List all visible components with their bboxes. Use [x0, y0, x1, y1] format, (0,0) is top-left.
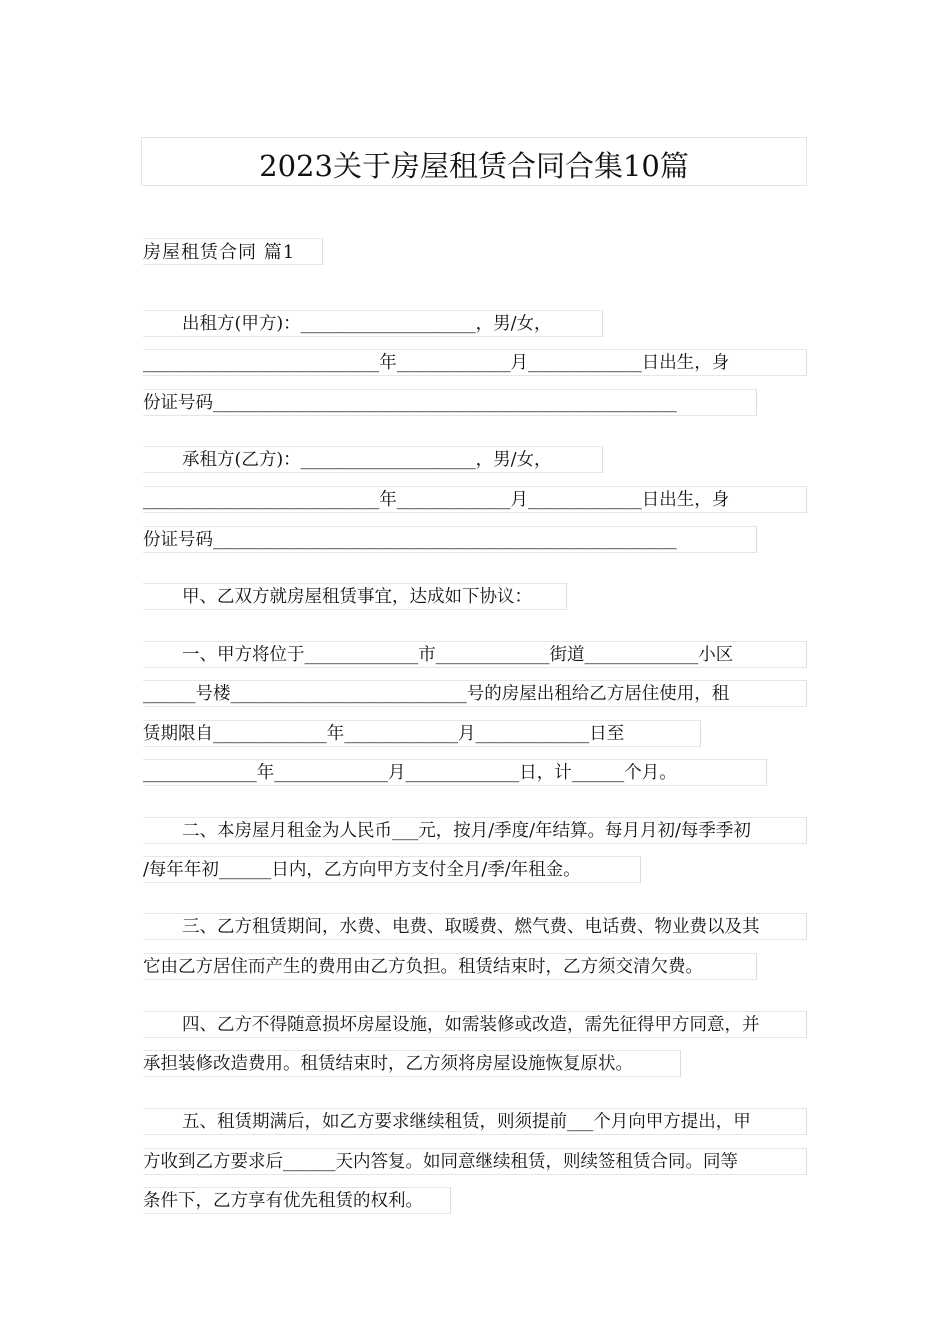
clause-3-line-1: 三、乙方租赁期间，水费、电费、取暖费、燃气费、电话费、物业费以及其: [143, 913, 807, 940]
section-heading: 房屋租赁合同 篇1: [143, 238, 323, 265]
party-a-id-line: 份证号码_____________________________________________________: [143, 389, 757, 416]
clause-4-line-2: 承担装修改造费用。租赁结束时，乙方须将房屋设施恢复原状。: [143, 1050, 681, 1077]
clause-5-line-1: 五、租赁期满后，如乙方要求继续租赁，则须提前___个月向甲方提出，甲: [143, 1108, 807, 1135]
party-a-birth-line: ___________________________年_____________月_____________日出生，身: [143, 349, 807, 376]
clause-5-line-2: 方收到乙方要求后______天内答复。如同意继续租赁，则续签租赁合同。同等: [143, 1148, 807, 1175]
party-b-line: 承租方(乙方)：____________________，男/女，: [143, 446, 603, 473]
agreement-intro: 甲、乙双方就房屋租赁事宜，达成如下协议：: [143, 583, 567, 610]
clause-5-line-3: 条件下，乙方享有优先租赁的权利。: [143, 1187, 451, 1214]
clause-1-line-2: ______号楼___________________________号的房屋出租给乙方居住使用，租: [143, 680, 807, 707]
clause-1-line-1: 一、甲方将位于_____________市_____________街道_____________小区: [143, 641, 807, 668]
clause-2-line-1: 二、本房屋月租金为人民币___元，按月/季度/年结算。每月月初/每季季初: [143, 817, 807, 844]
party-b-id-line: 份证号码_____________________________________________________: [143, 526, 757, 553]
clause-4-line-1: 四、乙方不得随意损坏房屋设施，如需装修或改造，需先征得甲方同意，并: [143, 1011, 807, 1038]
clause-2-line-2: /每年年初______日内，乙方向甲方支付全月/季/年租金。: [143, 856, 641, 883]
clause-3-line-2: 它由乙方居住而产生的费用由乙方负担。租赁结束时，乙方须交清欠费。: [143, 953, 757, 980]
party-a-line: 出租方(甲方)：____________________，男/女，: [143, 310, 603, 337]
party-b-birth-line: ___________________________年_____________月_____________日出生，身: [143, 486, 807, 513]
title-box: [141, 137, 807, 186]
clause-1-line-4: _____________年_____________月_____________日，计______个月。: [143, 759, 767, 786]
clause-1-line-3: 赁期限自_____________年_____________月_____________日至: [143, 720, 701, 747]
document-title: 2023关于房屋租赁合同合集10篇: [259, 149, 689, 183]
